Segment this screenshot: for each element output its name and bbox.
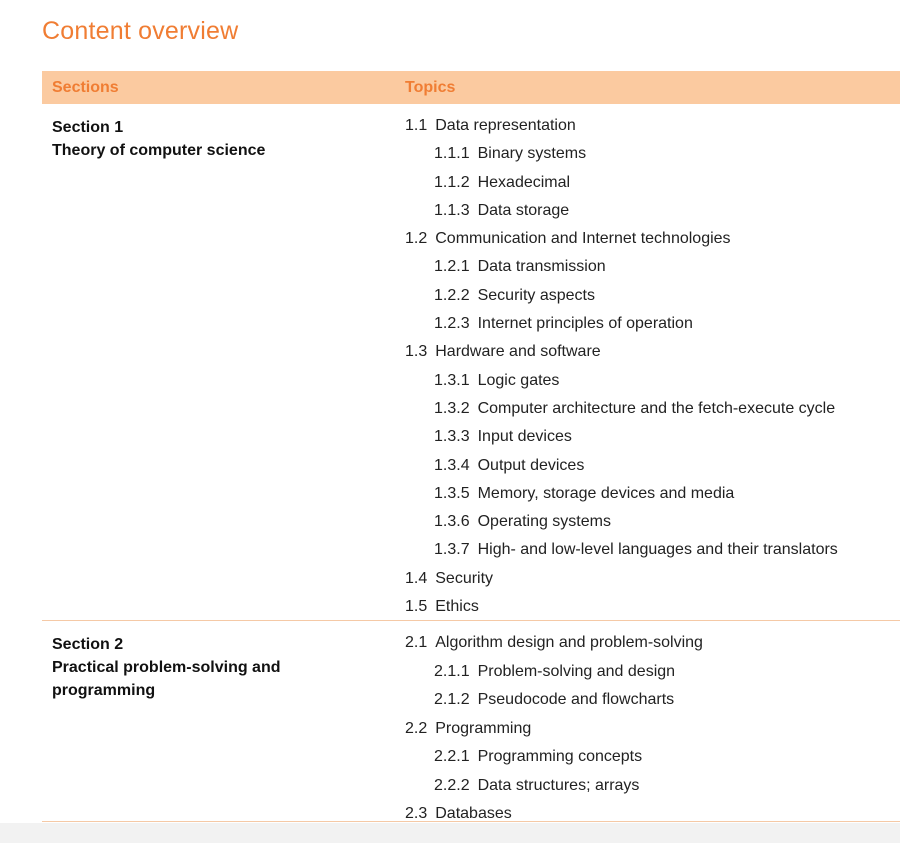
topic-text: Data transmission bbox=[477, 258, 606, 276]
subtopic-item bbox=[405, 253, 838, 281]
topic-text: Ethics bbox=[435, 598, 479, 616]
topic-text: Hexadecimal bbox=[477, 173, 571, 191]
topic-text: Communication and Internet technologies bbox=[435, 230, 731, 248]
section-label bbox=[52, 116, 322, 162]
page-title: Content overview bbox=[42, 17, 239, 45]
topic-text: Programming concepts bbox=[477, 748, 643, 765]
subtopic-item bbox=[405, 452, 838, 480]
topic-number: 1.3.5 bbox=[434, 484, 470, 502]
topic-list bbox=[405, 629, 703, 829]
topic-number: 1.2 bbox=[405, 230, 428, 248]
subtopic-item bbox=[405, 772, 703, 801]
subtopic-item bbox=[405, 536, 838, 564]
content-table bbox=[42, 71, 900, 822]
topic-number: 2.2.1 bbox=[434, 748, 470, 765]
topic-number: 1.3.3 bbox=[434, 428, 470, 446]
topic-number: 1.1.3 bbox=[434, 201, 470, 219]
subtopic-item bbox=[405, 310, 838, 338]
topic-number: 1.3.7 bbox=[434, 541, 470, 559]
section-label bbox=[52, 633, 322, 702]
topic-text: Security bbox=[435, 569, 494, 587]
topic-item bbox=[405, 338, 838, 366]
topic-item bbox=[405, 565, 838, 593]
topic-text: Databases bbox=[435, 805, 512, 822]
subtopic-item bbox=[405, 169, 838, 197]
topic-number: 1.1 bbox=[405, 117, 428, 134]
topic-text: Data structures; arrays bbox=[477, 776, 640, 794]
topic-text: Programming bbox=[435, 719, 532, 737]
topic-number: 2.3 bbox=[405, 805, 428, 822]
topic-number: 1.1.1 bbox=[434, 145, 470, 163]
topic-text: Output devices bbox=[477, 456, 585, 474]
topic-text: Memory, storage devices and media bbox=[477, 484, 735, 502]
topic-list bbox=[405, 112, 838, 621]
subtopic-item bbox=[405, 743, 703, 772]
topic-number: 1.3.6 bbox=[434, 513, 470, 531]
topic-number: 2.1.2 bbox=[434, 691, 470, 708]
topic-text: Security aspects bbox=[477, 286, 595, 304]
section-name: Practical problem-solving and programming bbox=[52, 659, 281, 699]
topic-text: Logic gates bbox=[477, 371, 560, 389]
topic-text: Hardware and software bbox=[435, 343, 601, 361]
bottom-strip bbox=[0, 823, 900, 843]
section-row-1 bbox=[42, 104, 900, 621]
topic-number: 2.1 bbox=[405, 634, 428, 651]
subtopic-item bbox=[405, 367, 838, 395]
topic-item bbox=[405, 593, 838, 621]
topic-item bbox=[405, 715, 703, 744]
subtopic-item bbox=[405, 508, 838, 536]
topic-number: 1.5 bbox=[405, 598, 428, 616]
topic-number: 1.3.4 bbox=[434, 456, 470, 474]
subtopic-item bbox=[405, 480, 838, 508]
topic-item bbox=[405, 629, 703, 658]
topic-number: 2.2 bbox=[405, 719, 428, 737]
topic-number: 1.3.1 bbox=[434, 371, 470, 389]
topic-text: Binary systems bbox=[477, 145, 587, 163]
topic-number: 1.1.2 bbox=[434, 173, 470, 191]
topic-text: Algorithm design and problem-solving bbox=[435, 634, 703, 651]
subtopic-item bbox=[405, 140, 838, 168]
topic-number: 1.2.3 bbox=[434, 315, 470, 333]
topic-item bbox=[405, 112, 838, 140]
subtopic-item bbox=[405, 395, 838, 423]
subtopic-item bbox=[405, 282, 838, 310]
subtopic-item bbox=[405, 658, 703, 687]
topic-text: Data representation bbox=[435, 117, 576, 134]
header-topics: Topics bbox=[405, 79, 456, 96]
section-number: Section 1 bbox=[52, 119, 124, 136]
topic-number: 1.2.2 bbox=[434, 286, 470, 304]
topic-text: Pseudocode and flowcharts bbox=[477, 691, 675, 708]
topic-number: 2.1.1 bbox=[434, 662, 470, 680]
topic-text: Internet principles of operation bbox=[477, 315, 693, 333]
topic-text: Computer architecture and the fetch-execute cycle bbox=[477, 399, 836, 417]
topic-text: Operating systems bbox=[477, 513, 611, 531]
topic-text: Problem-solving and design bbox=[477, 662, 676, 680]
header-sections: Sections bbox=[52, 79, 119, 96]
subtopic-item bbox=[405, 686, 703, 715]
topic-item bbox=[405, 225, 838, 253]
topic-number: 2.2.2 bbox=[434, 776, 470, 794]
topic-text: Input devices bbox=[477, 428, 572, 446]
section-row-2 bbox=[42, 621, 900, 822]
subtopic-item bbox=[405, 423, 838, 451]
section-number: Section 2 bbox=[52, 636, 124, 653]
topic-number: 1.3.2 bbox=[434, 399, 470, 417]
topic-number: 1.3 bbox=[405, 343, 428, 361]
topic-text: Data storage bbox=[477, 201, 570, 219]
topic-number: 1.4 bbox=[405, 569, 428, 587]
section-name: Theory of computer science bbox=[52, 142, 266, 159]
topic-number: 1.2.1 bbox=[434, 258, 470, 276]
topic-text: High- and low-level languages and their translators bbox=[477, 541, 838, 559]
table-header bbox=[42, 71, 900, 104]
subtopic-item bbox=[405, 197, 838, 225]
